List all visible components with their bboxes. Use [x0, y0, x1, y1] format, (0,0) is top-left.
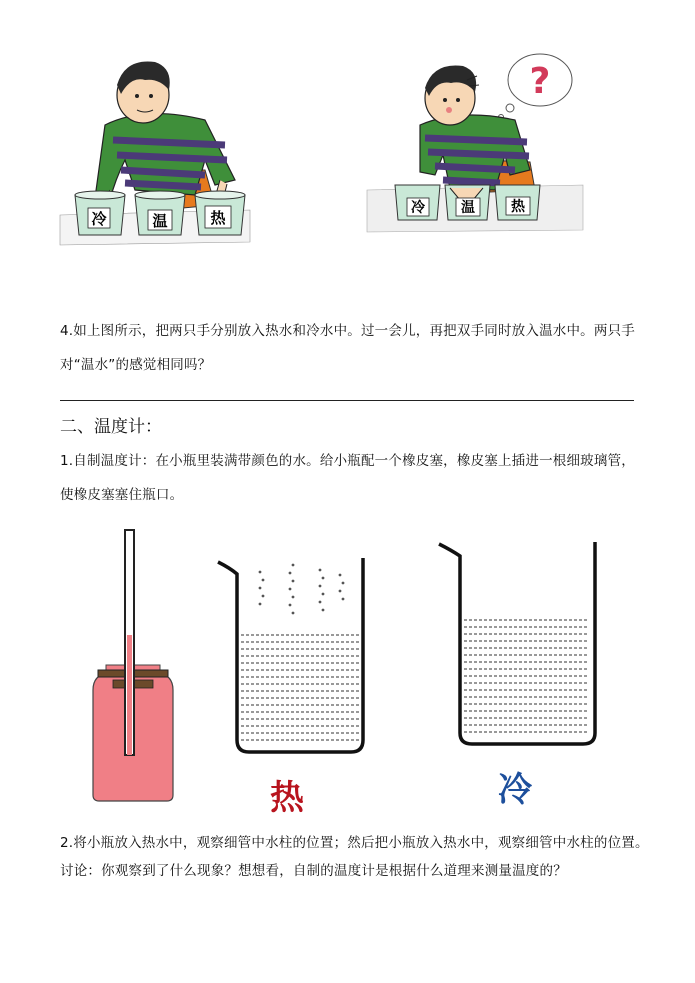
question-4-line-1: 4.如上图所示，把两只手分别放入热水和冷水中。过一会儿，再把双手同时放入温水中。两只手 [60, 323, 635, 339]
question-mark-icon: ? [529, 61, 551, 102]
cold-label: 冷 [498, 770, 532, 810]
answer-line [60, 400, 634, 401]
illustration-hands-in-warm-water-right [365, 50, 585, 235]
bowl-label-cold: 冷 [411, 200, 425, 216]
homemade-thermometer-bottle [88, 525, 178, 805]
bowl-label-warm: 温 [461, 200, 475, 216]
item-2-line-1: 2.将小瓶放入热水中，观察细管中水柱的位置；然后把小瓶放入热水中，观察细管中水柱的位置。 [60, 835, 649, 851]
bowl-label-warm: 温 [152, 212, 168, 230]
bowl-label-cold: 冷 [91, 210, 107, 228]
hot-label: 热 [270, 778, 304, 818]
thought-bubble [499, 54, 573, 120]
beaker-cold-water [437, 538, 607, 753]
item-1-line-1: 1.自制温度计：在小瓶里装满带颜色的水。给小瓶配一个橡皮塞，橡皮塞上插进一根细玻璃管， [60, 453, 635, 469]
beaker-hot-water [215, 550, 375, 760]
bowl-label-hot: 热 [511, 199, 525, 215]
item-2-line-2: 讨论：你观察到了什么现象？想想看，自制的温度计是根据什么道理来测量温度的？ [60, 863, 567, 879]
question-4-line-2: 对“温水”的感觉相同吗？ [60, 357, 212, 373]
bowl-label-hot: 热 [210, 209, 226, 227]
illustration-hand-in-water-left [55, 50, 255, 260]
item-1-line-2: 使橡皮塞塞住瓶口。 [60, 487, 184, 503]
section-title: 二、温度计： [60, 417, 162, 437]
